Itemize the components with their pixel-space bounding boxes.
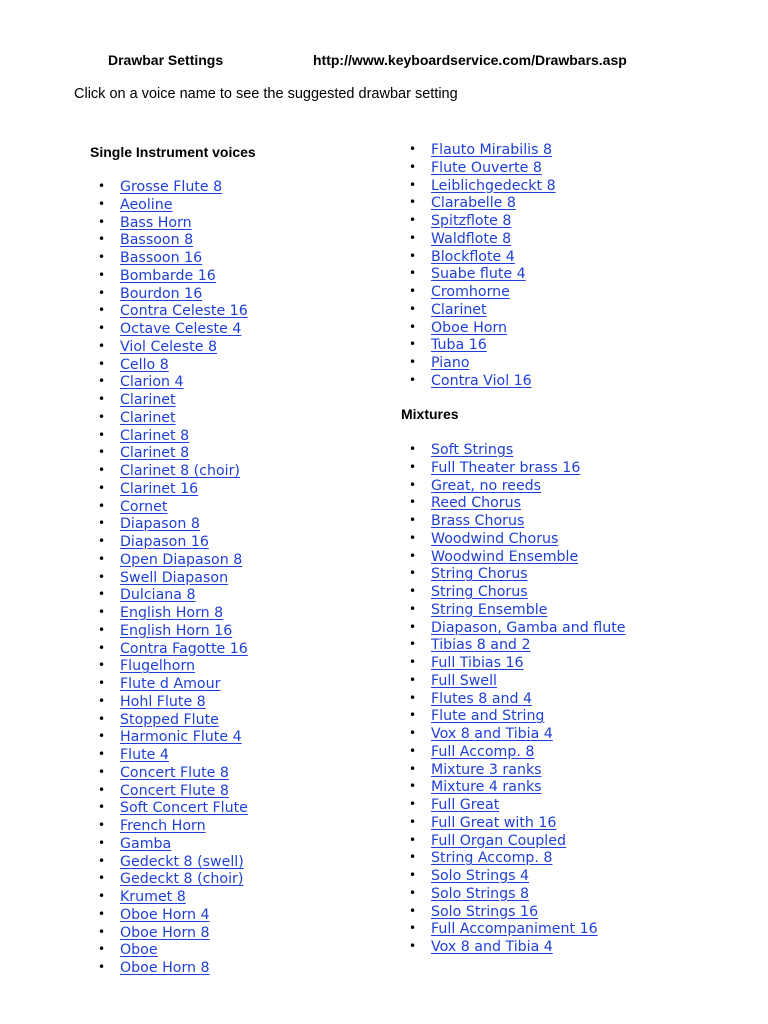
list-item [98, 178, 248, 196]
list-item [409, 141, 556, 159]
voice-link[interactable]: Solo Strings 4 [431, 868, 530, 884]
bullet-icon: • [409, 477, 417, 492]
voice-link[interactable]: Soft Concert Flute [120, 800, 248, 817]
bullet-icon: • [98, 676, 106, 690]
voice-link[interactable]: Solo Strings 16 [431, 903, 539, 920]
voice-link[interactable]: Woodwind Chorus [431, 530, 559, 547]
voice-link[interactable]: Oboe Horn 4 [120, 906, 210, 923]
bullet-icon: • [98, 711, 106, 726]
voice-link[interactable]: Oboe Horn [431, 319, 508, 336]
list-item [98, 870, 248, 888]
list-item [98, 799, 248, 817]
voice-link[interactable]: Flute and String [431, 708, 545, 725]
bullet-icon: • [409, 513, 417, 527]
bullet-icon: • [409, 637, 417, 652]
voice-link[interactable]: Suabe flute 4 [431, 266, 526, 283]
bullet-icon: • [409, 903, 417, 918]
list-item [98, 214, 248, 232]
voice-link[interactable]: Aeoline [120, 196, 173, 213]
bullet-icon: • [98, 693, 106, 708]
bullet-icon: • [98, 196, 106, 211]
list-item [409, 938, 625, 956]
bullet-icon: • [409, 601, 417, 616]
bullet-icon: • [98, 321, 106, 335]
list-item [98, 196, 248, 214]
voice-link[interactable]: Clarinet [431, 301, 487, 318]
list-item [98, 764, 248, 782]
voice-link[interactable]: Octave Celeste 4 [120, 321, 242, 337]
bullet-icon: • [409, 885, 417, 900]
list-item [409, 903, 625, 921]
list-item [98, 693, 248, 711]
voice-link[interactable]: Gamba [120, 835, 172, 852]
list-item [409, 849, 625, 867]
list-item [98, 391, 248, 409]
mixtures-heading: Mixtures [401, 406, 459, 422]
voice-link[interactable]: English Horn 8 [120, 605, 224, 621]
list-item [98, 515, 248, 533]
voice-link[interactable]: Leiblichgedeckt 8 [431, 177, 556, 194]
voice-link[interactable]: Stopped Flute [120, 711, 219, 728]
voice-link[interactable]: Cornet [120, 498, 168, 515]
voice-link[interactable]: Full Great with 16 [431, 814, 557, 831]
list-item [98, 959, 248, 977]
bullet-icon: • [409, 619, 417, 634]
bullet-icon: • [409, 213, 417, 227]
list-item [409, 283, 556, 301]
list-item [409, 761, 625, 779]
voice-link[interactable]: Open Diapason 8 [120, 551, 243, 568]
list-item [409, 725, 625, 743]
list-item [409, 885, 625, 903]
voice-link[interactable]: Clarinet [120, 409, 176, 426]
voice-link[interactable]: Flute 4 [120, 747, 169, 763]
list-item [98, 373, 248, 391]
list-item [409, 796, 625, 814]
bullet-icon: • [409, 230, 417, 245]
list-item [98, 267, 248, 285]
voice-link[interactable]: String Chorus [431, 584, 528, 600]
bullet-icon: • [98, 214, 106, 229]
bullet-icon: • [409, 779, 417, 794]
voice-link[interactable]: Bassoon 16 [120, 250, 203, 266]
list-item [98, 782, 248, 800]
voice-link[interactable]: Full Theater brass 16 [431, 459, 581, 476]
bullet-icon: • [409, 195, 417, 210]
bullet-icon: • [409, 921, 417, 936]
bullet-icon: • [98, 960, 106, 974]
bullet-icon: • [409, 301, 417, 316]
bullet-icon: • [409, 177, 417, 192]
bullet-icon: • [98, 285, 106, 300]
bullet-icon: • [98, 835, 106, 850]
voice-link[interactable]: Cromhorne [431, 284, 510, 300]
list-item [98, 604, 248, 622]
list-item [409, 778, 625, 796]
voice-link[interactable]: Flauto Mirabilis 8 [431, 142, 553, 158]
bullet-icon: • [409, 566, 417, 581]
bullet-icon: • [409, 868, 417, 882]
list-item [98, 444, 248, 462]
voice-link[interactable]: Grosse Flute 8 [120, 179, 223, 195]
bullet-icon: • [98, 605, 106, 619]
list-item [409, 212, 556, 230]
voice-link[interactable]: Hohl Flute 8 [120, 693, 206, 710]
list-item [409, 477, 625, 495]
voice-link[interactable]: String Accomp. 8 [431, 850, 553, 867]
bullet-icon: • [98, 498, 106, 513]
list-item [98, 569, 248, 587]
list-item [409, 814, 625, 832]
voice-link[interactable]: Soft Strings [431, 442, 514, 458]
list-item [409, 530, 625, 548]
voice-link[interactable]: Bombarde 16 [120, 267, 216, 284]
bullet-icon: • [409, 850, 417, 865]
list-item [409, 672, 625, 690]
voice-link[interactable]: Clarinet [120, 392, 176, 408]
bullet-icon: • [98, 534, 106, 548]
list-item [98, 409, 248, 427]
bullet-icon: • [409, 726, 417, 740]
bullet-icon: • [98, 303, 106, 318]
voice-link[interactable]: Full Swell [431, 672, 497, 689]
bullet-icon: • [98, 392, 106, 406]
voice-link[interactable]: Woodwind Ensemble [431, 548, 579, 565]
list-item [98, 356, 248, 374]
voice-link[interactable]: Vox 8 and Tibia 4 [431, 726, 553, 742]
voice-link[interactable]: Contra Viol 16 [431, 372, 532, 389]
voice-link[interactable]: Clarion 4 [120, 374, 184, 391]
voice-link[interactable]: Flute Ouverte 8 [431, 159, 542, 176]
voice-link[interactable]: Bourdon 16 [120, 285, 203, 302]
voice-link[interactable]: Flutes 8 and 4 [431, 690, 533, 707]
voice-link[interactable]: Oboe Horn 8 [120, 960, 210, 976]
voice-link[interactable]: Great, no reeds [431, 477, 542, 494]
voice-link[interactable]: Full Organ Coupled [431, 832, 566, 849]
list-item [409, 920, 625, 938]
voice-link[interactable]: Krumet 8 [120, 889, 186, 905]
voice-link[interactable]: Viol Celeste 8 [120, 338, 217, 355]
voice-link[interactable]: Swell Diapason [120, 569, 229, 586]
bullet-icon: • [98, 800, 106, 815]
voice-link[interactable]: Dulciana 8 [120, 587, 196, 604]
bullet-icon: • [409, 548, 417, 563]
bullet-icon: • [409, 495, 417, 510]
list-item [98, 622, 248, 640]
list-item [409, 459, 625, 477]
bullet-icon: • [98, 409, 106, 424]
voice-link[interactable]: Diapason, Gamba and flute [431, 619, 626, 636]
bullet-icon: • [409, 743, 417, 758]
bullet-icon: • [98, 338, 106, 353]
mixtures-list [409, 441, 626, 956]
voice-link[interactable]: Full Great [431, 797, 500, 813]
list-item [409, 743, 625, 761]
voice-link[interactable]: Contra Fagotte 16 [120, 640, 248, 657]
bullet-icon: • [98, 516, 106, 531]
voice-link[interactable]: Waldflote 8 [431, 230, 512, 247]
bullet-icon: • [98, 356, 106, 371]
bullet-icon: • [98, 445, 106, 460]
bullet-icon: • [409, 939, 417, 953]
bullet-icon: • [98, 232, 106, 247]
bullet-icon: • [98, 871, 106, 886]
bullet-icon: • [98, 427, 106, 442]
voice-link[interactable]: Mixture 3 ranks [431, 761, 542, 778]
list-item [98, 640, 248, 658]
voice-link[interactable]: Diapason 8 [120, 516, 200, 533]
list-item [98, 853, 248, 871]
list-item [409, 707, 625, 725]
list-item [409, 619, 626, 637]
bullet-icon: • [98, 640, 106, 655]
list-item [98, 906, 248, 924]
voice-link[interactable]: English Horn 16 [120, 622, 233, 639]
bullet-icon: • [98, 374, 106, 389]
list-item [98, 533, 248, 551]
list-item [98, 302, 248, 320]
bullet-icon: • [409, 459, 417, 474]
list-item [98, 320, 248, 338]
list-item [409, 336, 556, 354]
bullet-icon: • [409, 337, 417, 352]
bullet-icon: • [409, 814, 417, 829]
bullet-icon: • [409, 584, 417, 598]
list-item [98, 675, 248, 693]
single-voices-list [98, 178, 248, 977]
bullet-icon: • [98, 889, 106, 903]
bullet-icon: • [98, 267, 106, 282]
bullet-icon: • [98, 729, 106, 744]
bullet-icon: • [98, 906, 106, 921]
voice-link[interactable]: Clarinet 8 [120, 445, 190, 462]
list-item [98, 746, 248, 764]
voice-link[interactable]: Clarabelle 8 [431, 195, 516, 212]
list-item [409, 319, 556, 337]
voice-link[interactable]: Full Tibias 16 [431, 655, 524, 671]
list-item [409, 548, 625, 566]
voice-link[interactable]: Oboe [120, 942, 158, 959]
list-item [98, 462, 248, 480]
voice-link[interactable]: Bassoon 8 [120, 232, 194, 249]
list-item [409, 494, 625, 512]
list-item [409, 354, 556, 372]
single-voices-heading: Single Instrument voices [90, 144, 256, 160]
bullet-icon: • [98, 622, 106, 637]
list-item [98, 285, 248, 303]
bullet-icon: • [409, 159, 417, 174]
list-item [98, 657, 248, 675]
bullet-icon: • [409, 442, 417, 456]
list-item [98, 728, 248, 746]
list-item [409, 690, 625, 708]
list-item [409, 177, 556, 195]
list-item [409, 565, 625, 583]
bullet-icon: • [409, 355, 417, 369]
bullet-icon: • [98, 942, 106, 957]
bullet-icon: • [98, 853, 106, 868]
list-item [98, 551, 248, 569]
instruction-text: Click on a voice name to see the suggested drawbar setting [74, 86, 458, 102]
bullet-icon: • [409, 284, 417, 298]
list-item [409, 265, 556, 283]
bullet-icon: • [98, 924, 106, 939]
voice-link[interactable]: French Horn [120, 818, 206, 834]
bullet-icon: • [409, 708, 417, 723]
voice-link[interactable]: Tibias 8 and 2 [431, 637, 531, 654]
bullet-icon: • [98, 747, 106, 761]
voice-link[interactable]: Blockflote 4 [431, 248, 515, 265]
list-item [98, 338, 248, 356]
bullet-icon: • [98, 587, 106, 602]
bullet-icon: • [98, 480, 106, 495]
list-item [98, 586, 248, 604]
source-url: http://www.keyboardservice.com/Drawbars.asp [313, 52, 627, 68]
voice-link[interactable]: Gedeckt 8 (choir) [120, 871, 244, 888]
list-item [409, 159, 556, 177]
voice-link[interactable]: String Chorus [431, 566, 528, 583]
bullet-icon: • [409, 832, 417, 847]
list-item [409, 248, 556, 266]
page-title: Drawbar Settings [108, 52, 224, 68]
voice-link[interactable]: Full Accomp. 8 [431, 743, 535, 760]
bullet-icon: • [409, 530, 417, 545]
voice-link[interactable]: Bass Horn [120, 214, 192, 231]
list-item [98, 817, 248, 835]
bullet-icon: • [98, 818, 106, 832]
bullet-icon: • [409, 266, 417, 281]
voice-link[interactable]: Concert Flute 8 [120, 764, 229, 781]
voice-link[interactable]: Clarinet 16 [120, 480, 199, 497]
voice-link[interactable]: Piano [431, 355, 470, 371]
voice-link[interactable]: Gedeckt 8 (swell) [120, 853, 244, 870]
bullet-icon: • [409, 142, 417, 156]
list-item [98, 427, 248, 445]
bullet-icon: • [409, 761, 417, 776]
voice-link[interactable]: Concert Flute 8 [120, 782, 229, 799]
bullet-icon: • [409, 797, 417, 811]
bullet-icon: • [98, 250, 106, 264]
list-item [98, 480, 248, 498]
list-item [98, 888, 248, 906]
bullet-icon: • [98, 551, 106, 566]
bullet-icon: • [409, 372, 417, 387]
bullet-icon: • [98, 569, 106, 584]
voice-link[interactable]: Brass Chorus [431, 513, 525, 529]
bullet-icon: • [98, 179, 106, 193]
voice-link[interactable]: Full Accompaniment 16 [431, 921, 598, 938]
voice-link[interactable]: Flute d Amour [120, 676, 221, 692]
list-item [98, 941, 248, 959]
bullet-icon: • [409, 655, 417, 669]
bullet-icon: • [98, 658, 106, 673]
list-item [409, 654, 625, 672]
voice-link[interactable]: Mixture 4 ranks [431, 779, 542, 796]
list-item [98, 249, 248, 267]
voice-link[interactable]: Reed Chorus [431, 495, 521, 512]
list-item [98, 498, 248, 516]
voice-link[interactable]: Oboe Horn 8 [120, 924, 210, 941]
bullet-icon: • [98, 463, 106, 477]
voice-link[interactable]: String Ensemble [431, 601, 548, 618]
list-item [98, 231, 248, 249]
voice-link[interactable]: Diapason 16 [120, 534, 209, 550]
bullet-icon: • [409, 319, 417, 334]
bullet-icon: • [409, 672, 417, 687]
voice-link[interactable]: Harmonic Flute 4 [120, 729, 242, 746]
voice-link[interactable]: Cello 8 [120, 356, 169, 373]
voice-link[interactable]: Contra Celeste 16 [120, 303, 248, 320]
list-item [409, 867, 625, 885]
list-item [409, 636, 625, 654]
list-item [409, 230, 556, 248]
bullet-icon: • [98, 764, 106, 779]
list-item [409, 601, 625, 619]
list-item [409, 372, 556, 390]
list-item [98, 924, 248, 942]
voice-link[interactable]: Spitzflote 8 [431, 213, 512, 229]
list-item [98, 711, 248, 729]
list-item [409, 832, 625, 850]
voice-link[interactable]: Vox 8 and Tibia 4 [431, 939, 553, 955]
list-item [409, 301, 556, 319]
list-item [409, 194, 556, 212]
list-item [409, 512, 625, 530]
bullet-icon: • [409, 690, 417, 705]
list-item [409, 441, 625, 459]
list-item [409, 583, 625, 601]
voice-link[interactable]: Flugelhorn [120, 658, 196, 675]
bullet-icon: • [98, 782, 106, 797]
bullet-icon: • [409, 248, 417, 263]
voice-link[interactable]: Clarinet 8 (choir) [120, 463, 240, 479]
voice-link[interactable]: Tuba 16 [431, 337, 487, 354]
voice-link[interactable]: Solo Strings 8 [431, 885, 530, 902]
list-item [98, 835, 248, 853]
single-voices-list-continued [409, 141, 556, 390]
voice-link[interactable]: Clarinet 8 [120, 427, 190, 444]
